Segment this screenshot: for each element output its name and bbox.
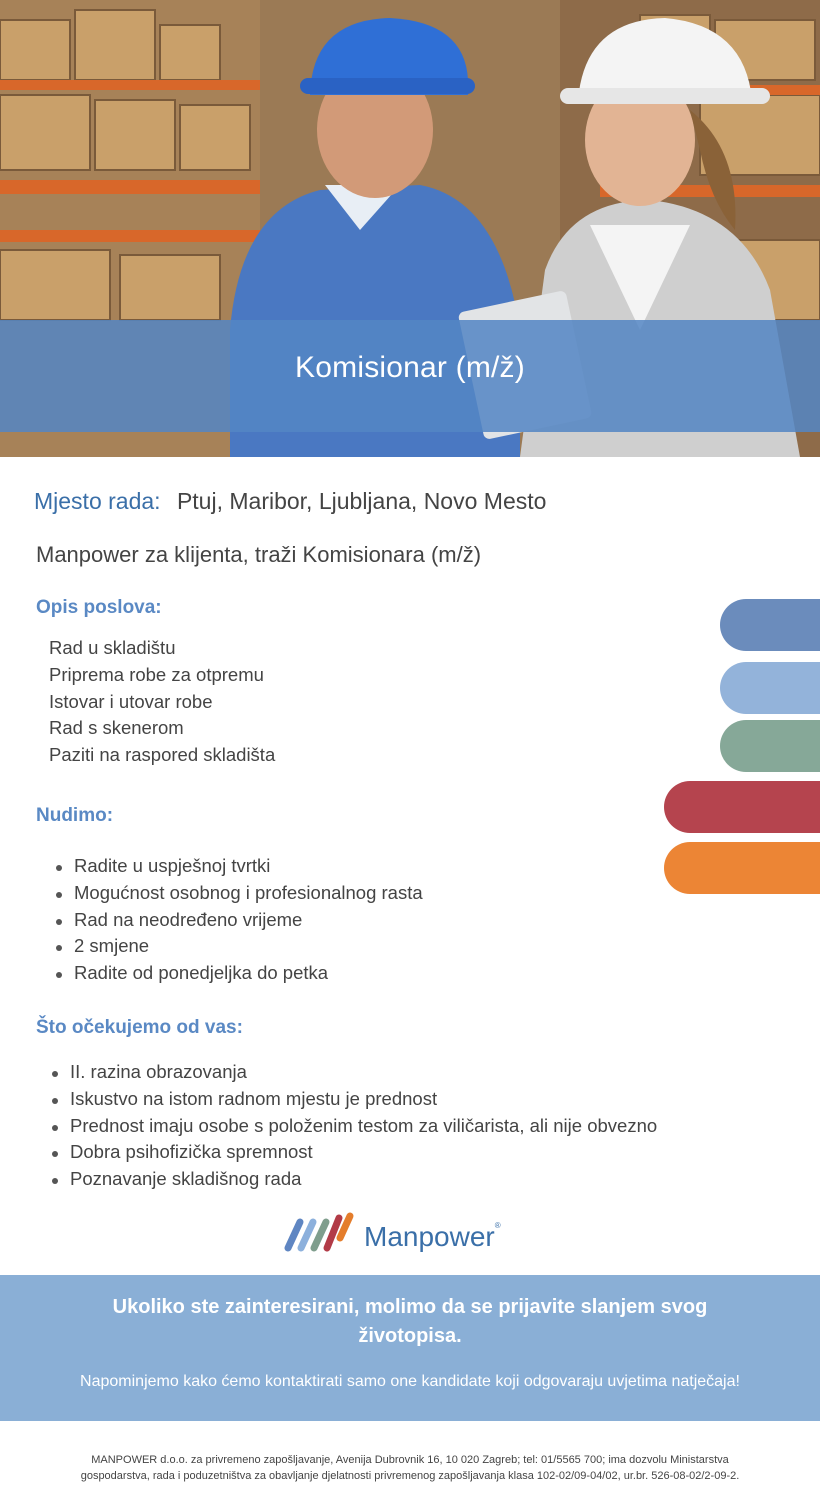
- list-item: Radite u uspješnoj tvrtki: [54, 853, 423, 880]
- list-item: II. razina obrazovanja: [50, 1059, 657, 1086]
- title-band: [0, 320, 820, 432]
- list-item: Prednost imaju osobe s položenim testom za viličarista, ali nije obvezno: [50, 1113, 657, 1140]
- list-item: Istovar i utovar robe: [49, 690, 213, 712]
- legal-footer: [30, 1452, 790, 1484]
- decor-bar-blue: [720, 599, 820, 651]
- offer-heading: Nudimo:: [36, 805, 114, 826]
- list-item: Poznavanje skladišnog rada: [50, 1166, 657, 1193]
- decor-bar-red: [664, 781, 820, 833]
- list-item: Priprema robe za otpremu: [49, 663, 264, 685]
- list-item: Rad na neodređeno vrijeme: [54, 907, 423, 934]
- list-item: Paziti na raspored skladišta: [49, 744, 276, 766]
- list-item: Dobra psihofizička spremnost: [50, 1139, 657, 1166]
- hero-image: [0, 0, 820, 457]
- list-item: Radite od ponedjeljka do petka: [54, 960, 423, 987]
- footer-line: MANPOWER d.o.o. za privremeno zapošljavanje, Avenija Dubrovnik 16, 10 020 Zagreb; tel: 01/5565 700; ima dozvolu Ministarstva: [91, 1454, 729, 1466]
- manpower-logo: [282, 1210, 501, 1256]
- decor-bar-orange: [664, 842, 820, 894]
- expect-heading: Što očekujemo od vas:: [36, 1017, 243, 1038]
- logo-wordmark: Manpower®: [364, 1221, 501, 1252]
- job-title: Komisionar (m/ž): [295, 351, 525, 384]
- intro-text: Manpower za klijenta, traži Komisionara (m/ž): [36, 542, 482, 567]
- list-item: 2 smjene: [54, 933, 423, 960]
- list-item: Mogućnost osobnog i profesionalnog rasta: [54, 880, 423, 907]
- duties-list: [49, 635, 275, 769]
- cta-note: Napominjemo kako ćemo kontaktirati samo one kandidate koji odgovaraju uvjetima natječaja!: [80, 1373, 740, 1390]
- expect-list: [50, 1059, 657, 1193]
- manpower-stripes-icon: [282, 1210, 358, 1256]
- work-location: [34, 488, 546, 515]
- duties-heading: Opis poslova:: [36, 597, 162, 618]
- location-label: Mjesto rada:: [34, 488, 161, 514]
- decor-bar-light-blue: [720, 662, 820, 714]
- cta-heading: Ukoliko ste zainteresirani, molimo da se prijavite slanjem svog životopisa.: [112, 1296, 708, 1347]
- footer-line: gospodarstva, rada i poduzetništva za obavljanje djelatnosti privremenog zapošljavanja klasa 102-02/09-04/02, ur.br. 526-08-02/2-09-2.: [80, 1470, 740, 1482]
- list-item: Rad u skladištu: [49, 637, 176, 658]
- list-item: Iskustvo na istom radnom mjestu je prednost: [50, 1086, 657, 1113]
- offer-list: [54, 853, 423, 987]
- list-item: Rad s skenerom: [49, 717, 184, 739]
- call-to-action: [0, 1275, 820, 1421]
- location-value: Ptuj, Maribor, Ljubljana, Novo Mesto: [176, 488, 547, 514]
- decor-bar-green: [720, 720, 820, 772]
